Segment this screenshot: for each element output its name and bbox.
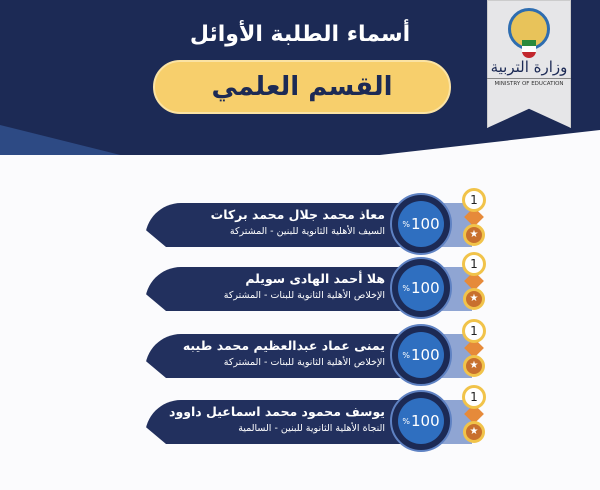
score-value: 100 — [410, 412, 440, 430]
student-row — [0, 188, 600, 258]
star-medal-icon: ★ — [463, 224, 485, 246]
star-medal-icon: ★ — [463, 288, 485, 310]
rank-badge: 1 — [462, 385, 486, 409]
student-name: يمنى عماد عبدالعظيم محمد طيبه — [182, 338, 385, 353]
student-row — [0, 252, 600, 322]
score-badge — [398, 398, 444, 444]
student-row — [0, 319, 600, 389]
percent-sign: % — [402, 350, 410, 360]
rank-badge: 1 — [462, 188, 486, 212]
page-title: أسماء الطلبة الأوائل — [189, 22, 411, 47]
student-name: يوسف محمود محمد اسماعيل داوود — [169, 404, 385, 419]
section-title: القسم العلمي — [153, 60, 451, 114]
flag-shield-icon — [522, 40, 536, 58]
student-school: السيف الأهلية الثانوية للبنين - المشتركة — [229, 226, 385, 237]
student-school: الإخلاص الأهلية الثانوية للبنات - المشتركة — [223, 357, 385, 368]
score-value: 100 — [410, 279, 440, 297]
header-decoration — [0, 110, 231, 155]
star-medal-icon: ★ — [463, 421, 485, 443]
student-row — [0, 385, 600, 455]
rank-badge: 1 — [462, 319, 486, 343]
student-school: النجاة الأهلية الثانوية للبنين - السالمية — [238, 423, 385, 434]
score-badge — [398, 332, 444, 378]
logo-english: MINISTRY OF EDUCATION — [487, 78, 571, 87]
score-badge — [398, 201, 444, 247]
star-medal-icon: ★ — [463, 355, 485, 377]
student-name: هلا أحمد الهادى سويلم — [245, 271, 385, 286]
student-school: الإخلاص الأهلية الثانوية للبنات - المشتركة — [223, 290, 385, 301]
score-badge — [398, 265, 444, 311]
student-name: معاذ محمد جلال محمد بركات — [210, 207, 385, 222]
score-value: 100 — [410, 346, 440, 364]
rank-badge: 1 — [462, 252, 486, 276]
percent-sign: % — [402, 219, 410, 229]
percent-sign: % — [402, 416, 410, 426]
score-value: 100 — [410, 215, 440, 233]
percent-sign: % — [402, 283, 410, 293]
logo-arabic: وزارة التربية — [490, 58, 568, 76]
